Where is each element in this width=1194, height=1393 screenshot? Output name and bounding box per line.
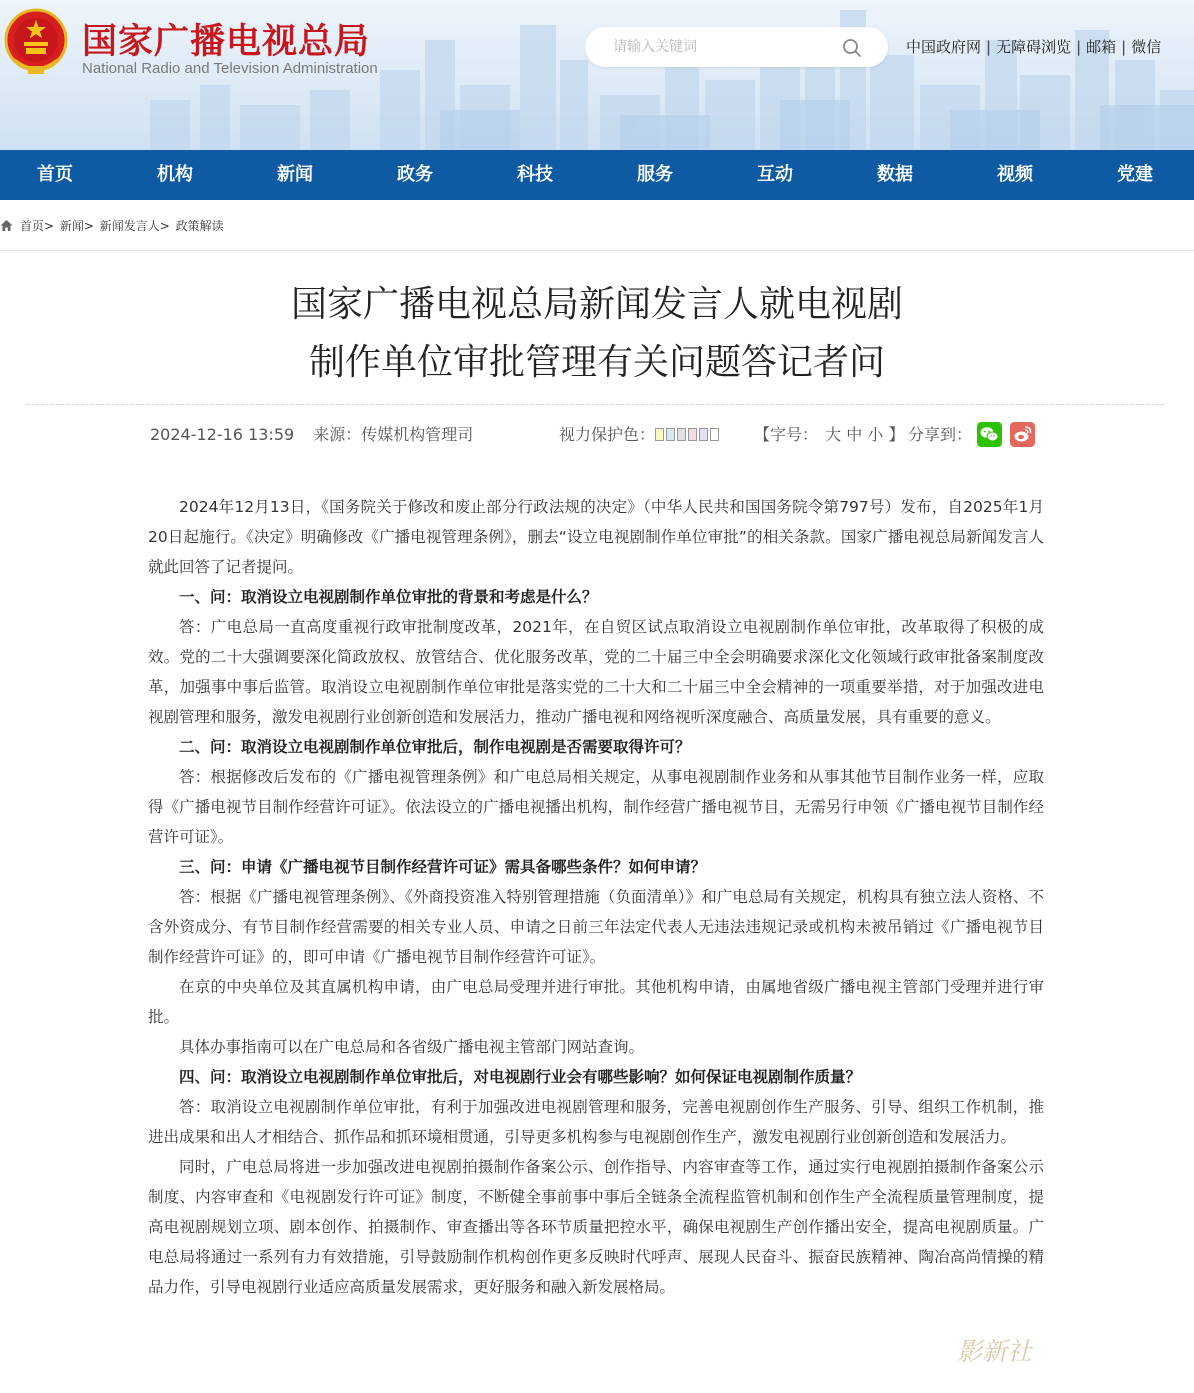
site-title-english: National Radio and Television Administration [82,60,378,77]
eye-care-control [559,422,721,445]
separator: | [986,38,992,56]
article-paragraph: 答：广电总局一直高度重视行政审批制度改革，2021年，在自贸区试点取消设立电视剧制作单位审批，改革取得了积极的成效。党的二十大强调要深化简政放权、放管结合、优化服务改革，党的二十届三中全会明确要求深化文化领域行政审批备案制度改革，加强事中事后监管。取消设立电视剧制作单位审批是落实党的二十大和二十届三中全会精神的一项重要举措，对于加强改进电视剧管理和服务，激发电视剧行业创新创造和发展活力，推动广播电视和网络视听深度融合、高质量发展，具有重要的意义。 [148,618,1044,726]
article-paragraph: 同时，广电总局将进一步加强改进电视剧拍摄制作备案公示、创作指导、内容审查等工作，通过实行电视剧拍摄制作备案公示制度、内容审查和《电视剧发行许可证》制度，不断健全事前事中事后全链条全流程监管机制和创作生产全流程质量管理制度，提高电视剧规划立项、剧本创作、拍摄制作、审查播出等各环节质量把控水平，确保电视剧生产创作播出安全，提高电视剧质量。广电总局将通过一系列有力有效措施，引导鼓励制作机构创作更多反映时代呼声、展现人民奋斗、振奋民族精神、陶冶高尚情操的精品力作，引导电视剧行业适应高质量发展需求，更好服务和融入新发展格局。 [148,1158,1044,1296]
separator: | [1121,38,1127,56]
home-icon [0,219,13,232]
share-label: 分享到： [908,425,973,444]
search-input[interactable] [613,36,833,58]
breadcrumb-news[interactable]: 新闻> [59,219,94,233]
nav-item-government-affairs[interactable]: 政务 [397,164,433,185]
wechat-share-icon[interactable] [977,422,1002,447]
nav-item-services[interactable]: 服务 [637,164,673,185]
site-title[interactable]: 国家广播电视总局 [82,22,371,62]
site-header [0,0,1194,150]
title-divider [26,404,1164,405]
nav-item-data[interactable]: 数据 [877,164,913,185]
eye-care-swatch-white[interactable] [710,428,719,441]
search-box [585,27,888,67]
article-paragraph: 答：根据修改后发布的《广播电视管理条例》和广电总局相关规定，从事电视剧制作业务和从事其他节目制作业务一样，应取得《广播电视节目制作经营许可证》。依法设立的广播电视播出机构，制作经营广播电视节目，无需另行申领《广播电视节目制作经营许可证》。 [148,768,1044,846]
breadcrumb-spokesperson[interactable]: 新闻发言人> [99,219,170,233]
breadcrumb-home[interactable]: 首页> [20,219,55,233]
article-paragraph: 2024年12月13日，《国务院关于修改和废止部分行政法规的决定》（中华人民共和国国务院令第797号）发布，自2025年1月20日起施行。《决定》明确修改《广播电视管理条例》，删去“设立电视剧制作单位审批”的相关条款。国家广播电视总局新闻发言人就此回答了记者提问。 [148,498,1044,576]
nav-item-party-building[interactable]: 党建 [1117,164,1153,185]
article-body [148,492,1044,1302]
font-size-large-button[interactable]: 大 [825,425,842,444]
eye-care-swatch-gray[interactable] [677,428,686,441]
national-emblem-icon [4,8,68,78]
article-question: 四、问：取消设立电视剧制作单位审批后，对电视剧行业会有哪些影响？如何保证电视剧制作质量？ [179,1068,862,1086]
article-title-line-1: 国家广播电视总局新闻发言人就电视剧 [290,284,903,325]
nav-item-interaction[interactable]: 互动 [757,164,793,185]
font-size-medium-button[interactable]: 中 [846,425,863,444]
link-gov-cn[interactable]: 中国政府网 [906,38,982,56]
main-nav [0,150,1194,200]
svg-text:影新社: 影新社 [957,1337,1033,1366]
breadcrumb-policy-interpretation[interactable]: 政策解读 [175,219,224,233]
font-size-control [754,422,904,445]
link-accessibility[interactable]: 无障碍浏览 [996,38,1072,56]
eye-care-swatch-purple[interactable] [699,428,708,441]
article-source: 来源：传媒机构管理司 [313,425,474,444]
link-mailbox[interactable]: 邮箱 [1086,38,1117,56]
article-title-line-2: 制作单位审批管理有关问题答记者问 [308,342,885,383]
eye-care-swatch-yellow[interactable] [655,428,664,441]
eye-care-swatch-blue[interactable] [666,428,675,441]
article-paragraph: 答：取消设立电视剧制作单位审批，有利于加强改进电视剧管理和服务，完善电视剧创作生产服务、引导、组织工作机制，推进出成果和出人才相结合、抓作品和抓环境相贯通，引导更多机构参与电视剧创作生产，激发电视剧行业创新创造和发展活力。 [148,1098,1044,1146]
search-icon[interactable] [841,37,863,59]
nav-item-news[interactable]: 新闻 [277,164,313,185]
article-question: 一、问：取消设立电视剧制作单位审批的背景和考虑是什么？ [179,588,598,606]
nav-item-organization[interactable]: 机构 [157,164,193,185]
top-links [906,36,1161,57]
font-size-bracket-end: 】 [888,425,905,444]
article-paragraph: 具体办事指南可以在广电总局和各省级广播电视主管部门网站查询。 [179,1038,645,1056]
article-question: 二、问：取消设立电视剧制作单位审批后，制作电视剧是否需要取得许可？ [179,738,691,756]
font-size-label: 【字号： [754,425,819,444]
eye-care-label: 视力保护色： [559,425,656,444]
article-paragraph: 答：根据《广播电视管理条例》、《外商投资准入特别管理措施（负面清单）》和广电总局有关规定，机构具有独立法人资格、不含外资成分、有节目制作经营需要的相关专业人员、申请之日前三年法定代表人无违法违规记录或机构未被吊销过《广播电视节目制作经营许可证》的，即可申请《广播电视节目制作经营许可证》。 [148,888,1044,966]
nav-item-video[interactable]: 视频 [997,164,1033,185]
link-wechat[interactable]: 微信 [1131,38,1162,56]
article-title [0,276,1194,392]
eye-care-swatch-pink[interactable] [688,428,697,441]
watermark-logo [955,1333,1050,1369]
nav-item-home[interactable]: 首页 [37,164,73,185]
font-size-small-button[interactable]: 小 [867,425,884,444]
article-paragraph: 在京的中央单位及其直属机构申请，由广电总局受理并进行审批。其他机构申请，由属地省级广播电视主管部门受理并进行审批。 [148,978,1044,1026]
article-meta [150,422,473,445]
breadcrumb-divider [0,250,1194,251]
nav-item-technology[interactable]: 科技 [517,164,553,185]
publish-date: 2024-12-16 13:59 [150,425,295,444]
separator: | [1076,38,1082,56]
article-question: 三、问：申请《广播电视节目制作经营许可证》需具备哪些条件？如何申请？ [179,858,707,876]
weibo-share-icon[interactable] [1010,422,1035,447]
